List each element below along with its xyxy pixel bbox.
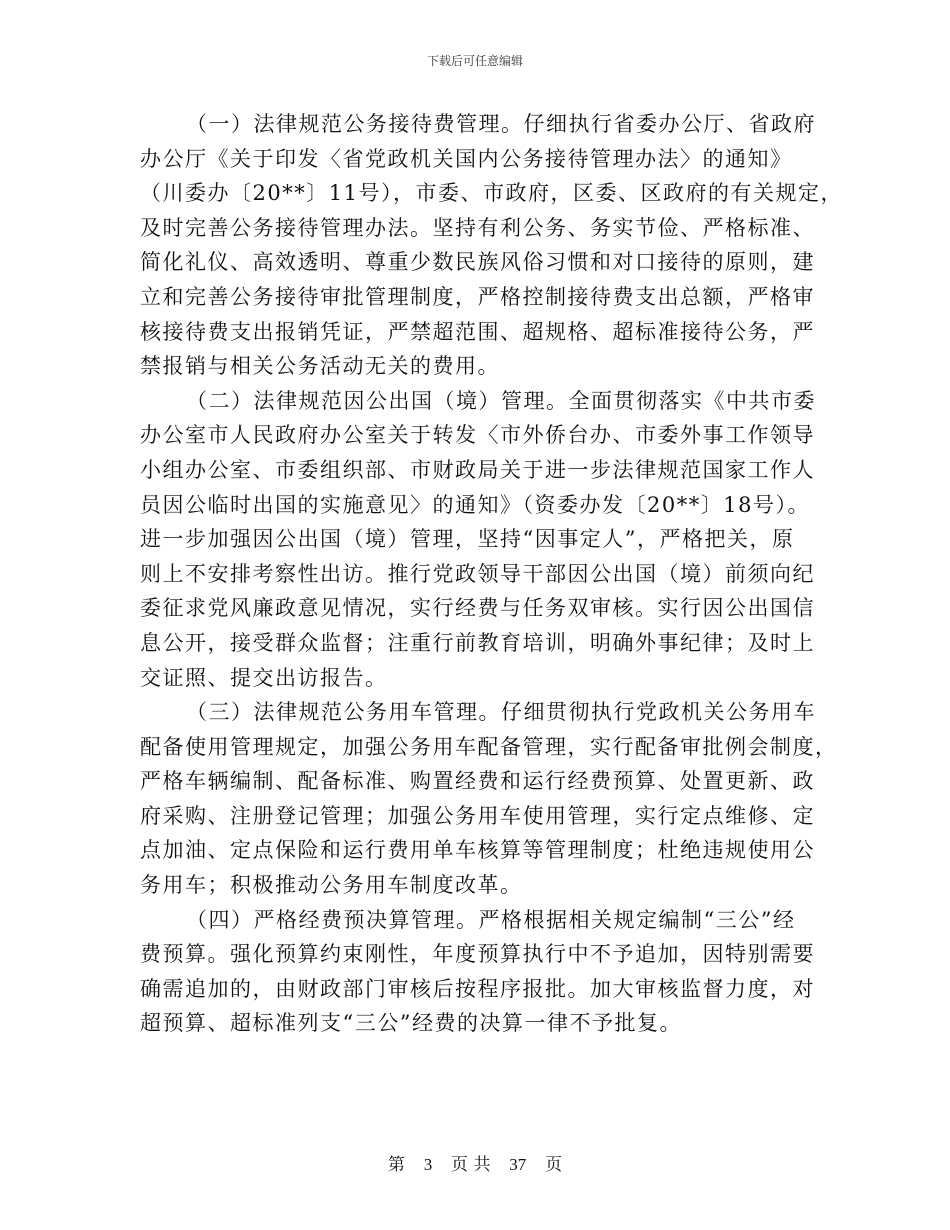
paragraph-4 (140, 903, 815, 1041)
text-line: 办公厅《关于印发〈省党政机关国内公务接待管理办法〉的通知》 (140, 146, 793, 171)
text-line: 委征求党风廉政意见情况，实行经费与任务双审核。实行因公出国信 (140, 596, 815, 621)
text-line: 及时完善公务接待管理办法。坚持有利公务、务实节俭、严格标准、 (140, 215, 815, 240)
text-line: 费预算。强化预算约束刚性，年度预算执行中不予追加，因特别需要 (140, 942, 815, 967)
text-line: （川委办〔20**〕11号），市委、市政府，区委、区政府的有关规定， (140, 181, 843, 206)
text-line: 办公室市人民政府办公室关于转发〈市外侨台办、市委外事工作领导 (140, 423, 815, 448)
text-line: （三）法律规范公务用车管理。仔细贯彻执行党政机关公务用车 (186, 700, 816, 725)
text-line: 点加油、定点保险和运行费用单车核算等管理制度；杜绝违规使用公 (140, 838, 815, 863)
text-line: 禁报销与相关公务活动无关的费用。 (140, 354, 500, 379)
text-line: （二）法律规范因公出国（境）管理。全面贯彻落实《中共市委 (186, 388, 816, 413)
text-line: （一）法律规范公务接待费管理。仔细执行省委办公厅、省政府 (186, 112, 816, 136)
text-line: 交证照、提交出访报告。 (140, 665, 388, 690)
text-line: 府采购、注册登记管理；加强公务用车使用管理，实行定点维修、定 (140, 803, 815, 828)
text-line: 小组办公室、市委组织部、市财政局关于进一步法律规范国家工作人 (140, 457, 815, 482)
text-line: 严格车辆编制、配备标准、购置经费和运行经费预算、处置更新、政 (140, 769, 815, 794)
paragraph-3 (140, 695, 838, 903)
paragraph-1 (140, 107, 843, 384)
footer-suffix: 页 (545, 1155, 563, 1175)
text-line: （四）严格经费预决算管理。严格根据相关规定编制“三公”经 (186, 907, 796, 932)
text-line: 确需追加的，由财政部门审核后按程序报批。加大审核监督力度，对 (140, 976, 815, 1001)
text-line: 则上不安排考察性出访。推行党政领导干部因公出国（境）前须向纪 (140, 561, 815, 586)
current-page-number: 3 (423, 1155, 433, 1174)
text-line: 息公开，接受群众监督；注重行前教育培训，明确外事纪律；及时上 (140, 630, 815, 655)
text-line: 员因公临时出国的实施意见〉的通知》（资委办发〔20**〕18号）。 (140, 492, 810, 517)
header-text: 下载后可任意编辑 (426, 54, 523, 68)
footer-prefix: 第 (387, 1155, 405, 1175)
text-line: 配备使用管理规定，加强公务用车配备管理，实行配备审批例会制度， (140, 734, 838, 759)
text-line: 简化礼仪、高效透明、尊重少数民族风俗习惯和对口接待的原则，建 (140, 250, 815, 275)
text-line: 核接待费支出报销凭证，严禁超范围、超规格、超标准接待公务，严 (140, 319, 815, 344)
paragraph-2 (140, 384, 816, 695)
footer-middle: 页 共 (451, 1155, 491, 1175)
document-body (140, 107, 843, 1041)
total-page-count: 37 (509, 1155, 527, 1174)
text-line: 进一步加强因公出国（境）管理，坚持“因事定人”，严格把关，原 (140, 527, 795, 552)
text-line: 超预算、超标准列支“三公”经费的决算一律不予批复。 (140, 1011, 682, 1036)
text-line: 务用车；积极推动公务用车制度改革。 (140, 873, 523, 898)
page-header (0, 54, 950, 68)
text-line: 立和完善公务接待审批管理制度，严格控制接待费支出总额，严格审 (140, 284, 815, 309)
page-footer (0, 1155, 950, 1175)
